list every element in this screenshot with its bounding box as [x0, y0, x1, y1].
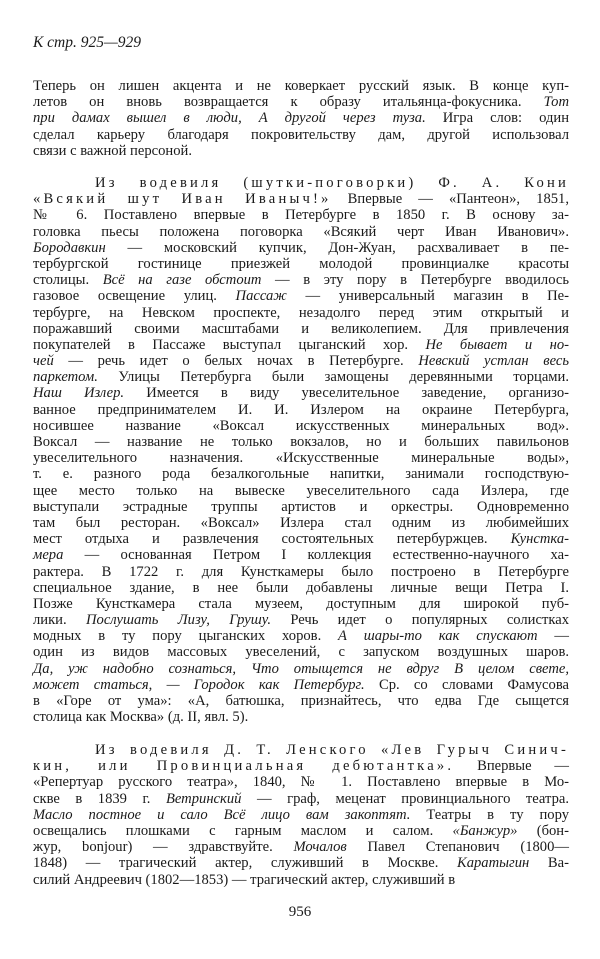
body-text: Теперь он лишен акцента и не коверкает русский язык. В конце куп- [33, 78, 569, 94]
body-text: скве в 1839 г. [33, 790, 166, 807]
body-text: рактера. В 1722 г. для Кунсткамеры было построено в Петербурге [33, 563, 569, 580]
italic-quote-text: Всё на газе обстоит [102, 272, 262, 289]
body-text: газовое освещение улиц. [33, 288, 236, 305]
spaced-title-text: «Всякий шут Иван Иваныч!» [33, 191, 332, 208]
italic-quote-text: Не бывает и но- [425, 336, 569, 353]
text-line [33, 175, 569, 191]
italic-quote-text: может статься, — Городок как Петербург. [33, 676, 365, 693]
body-text: Впервые — «Пантеон», 1851, [331, 191, 570, 208]
paragraph-koni-vaudeville [33, 175, 569, 725]
body-text: — универсальный магазин в Пе- [286, 288, 569, 305]
text-line [33, 353, 569, 369]
text-line [33, 483, 569, 499]
body-text: освещались плошками с гарным маслом и салом. [33, 822, 453, 839]
body-text: щее место только на вывеске увеселительного сада Излера, где [33, 482, 569, 499]
body-text: Впервые — [454, 758, 570, 775]
text-line [33, 872, 569, 888]
body-text: лики. [33, 612, 86, 629]
body-text: столицы. [33, 272, 103, 289]
italic-quote-text: Ветринский [165, 790, 242, 807]
text-line [33, 515, 569, 531]
text-line [33, 580, 569, 596]
body-text: мест отдыха и развлечения состоятельных петербуржцев. [33, 531, 511, 548]
body-text: связи с важной персоной. [33, 142, 192, 159]
text-line [33, 78, 569, 94]
italic-quote-text: «Банжур» [452, 822, 518, 839]
text-line [33, 207, 569, 223]
body-text: покупателей в Пассаже выступал цыганский хор. [33, 336, 426, 353]
text-line [33, 499, 569, 515]
body-text: жур, bonjour) — здравствуйте. [33, 839, 294, 856]
text-line [33, 305, 569, 321]
text-line [33, 693, 569, 709]
text-line [33, 450, 569, 466]
spaced-title-text: Из водевиля (шутки-поговорки) Ф. А. Кони [95, 175, 569, 191]
text-line [33, 272, 569, 288]
body-text: там был ресторан. «Воксал» Излера стал одним из любимейших [33, 514, 569, 531]
text-line [33, 434, 569, 450]
text-line [33, 661, 569, 677]
text-line [33, 612, 569, 628]
body-text: тербурге, на Невском проспекте, незадолго перед этим открытый и [33, 304, 569, 321]
body-text: — [537, 628, 569, 645]
body-text: выступали эстрадные труппы артистов и оркестры. Одновременно [33, 498, 569, 515]
text-line [33, 288, 569, 304]
text-line [33, 677, 569, 693]
italic-quote-text: Мочалов [293, 839, 347, 856]
body-text: Улицы Петербурга были замощены деревянными торцами. [97, 369, 569, 386]
body-text: — граф, меценат провинциального театра. [241, 790, 570, 807]
body-text: — в эту пору в Петербурге вводилось [261, 272, 569, 289]
body-text: Имеется в виду увеселительное заведение, организо- [124, 385, 569, 402]
body-text: сделал карьеру благодаря покровительству дам, другой использовал [33, 126, 569, 143]
spaced-title-text: кин, или Провинциальная дебютантка». [33, 758, 455, 775]
italic-quote-text: Масло постное и сало Всё лицо вам закоптят. [33, 806, 411, 823]
text-line [33, 742, 569, 758]
paragraph-lensky-vaudeville [33, 742, 569, 888]
text-line [33, 531, 569, 547]
italic-quote-text: Кунстка- [510, 531, 569, 548]
body-text: головка пьесы положена поговорка «Всякий черт Иван Иванович». [33, 223, 569, 240]
body-text: поражавший своими масштабами и великолепием. Для привлечения [33, 320, 569, 337]
text-line [33, 337, 569, 353]
body-text: Театры в ту пору [410, 806, 569, 823]
text-line [33, 110, 569, 126]
body-text: в «Горе от ума»: «А, батюшка, признайтесь, что едва Где сыщется [33, 693, 569, 709]
body-text: тербургской гостинице приезжей молодой провинциалке красоты [33, 255, 569, 272]
body-text: увеселительного назначения. «Искусственные минеральные воды», [33, 450, 569, 467]
text-line [33, 191, 569, 207]
italic-quote-text: Послушать Лизу, Грушу. [85, 612, 271, 629]
body-text: один из видов массовых увеселений, с запуском воздушных шаров. [33, 644, 569, 661]
italic-quote-text: Тот [543, 94, 569, 111]
body-text: 1848) — трагический актер, служивший в Москве. [33, 855, 458, 872]
page-number: 956 [288, 904, 312, 920]
text-line [33, 807, 569, 823]
text-line [33, 644, 569, 660]
text-line [33, 369, 569, 385]
text-line [33, 774, 569, 790]
text-line [33, 547, 569, 563]
paragraph-intro-continuation [33, 78, 569, 159]
body-text: Речь идет о популярных солистках [270, 612, 569, 629]
text-line [33, 418, 569, 434]
italic-quote-text: А шары-то как спускают [338, 628, 538, 645]
body-text: силий Андреевич (1802—1853) — трагический актер, служивший в [33, 871, 456, 888]
text-line [33, 791, 569, 807]
body-text: Воксал — название не только вокзалов, но и больших павильонов [33, 434, 569, 450]
body-text: — основанная Петром I коллекция естественно-научного ха- [63, 547, 569, 564]
italic-quote-text: Пассаж [235, 288, 287, 305]
text-line [33, 321, 569, 337]
italic-quote-text: при дамах вышел в люди, А другой через туза. [33, 110, 426, 127]
page-header: К стр. 925—929 [33, 34, 142, 51]
italic-quote-text: паркетом. [33, 369, 98, 386]
text-line [33, 143, 569, 159]
text-line [33, 94, 569, 110]
text-line [33, 758, 569, 774]
body-text: Игра слов: один [425, 110, 570, 127]
body-text: модных в ту пору цыганских хоров. [33, 628, 339, 645]
italic-quote-text: чей [33, 353, 54, 370]
body-text: — московский купчик, Дон-Жуан, расхваливает в пе- [105, 239, 569, 256]
italic-quote-text: Каратыгин [457, 855, 530, 872]
text-line [33, 839, 569, 855]
text-line [33, 256, 569, 272]
text-line [33, 855, 569, 871]
text-line [33, 466, 569, 482]
body-text: т. е. разного рода безалкогольные напитки, занимали господствую- [33, 466, 569, 483]
text-line [33, 240, 569, 256]
text-line [33, 596, 569, 612]
text-line [33, 385, 569, 401]
text-line [33, 402, 569, 418]
body-text: — речь идет о белых ночах в Петербурге. [53, 353, 419, 370]
italic-quote-text: Бородавкин [33, 239, 106, 256]
body-text: столица как Москва» (д. II, явл. 5). [33, 709, 249, 726]
italic-quote-text: мера [33, 547, 64, 564]
body-text: «Репертуар русского театра», 1840, № 1. Поставлено впервые в Мо- [33, 774, 569, 791]
spaced-title-text: Из водевиля Д. Т. Ленского «Лев Гурыч Синич- [95, 742, 569, 758]
body-text: Позже Кунсткамера стала музеем, доступным для широкой пуб- [33, 595, 569, 612]
text-line [33, 224, 569, 240]
body-text: Павел Степанович (1800— [346, 839, 569, 856]
text-line [33, 564, 569, 580]
body-text: № 6. Поставлено впервые в Петербурге в 1850 г. В основу за- [33, 207, 569, 224]
body-text: Ва- [529, 855, 569, 872]
text-line [33, 127, 569, 143]
italic-quote-text: Наш Излер. [33, 385, 125, 402]
body-text: (бон- [517, 822, 569, 839]
text-line [33, 709, 569, 725]
body-text: Ср. со словами Фамусова [364, 676, 569, 693]
body-text: ванное предпринимателем И. И. Излером на окраине Петербурга, [33, 401, 569, 418]
italic-quote-text: Невский устлан весь [418, 353, 569, 370]
text-line [33, 628, 569, 644]
body-text: летов он вновь возвращается к образу итальянца-фокусника. [33, 94, 544, 111]
text-line [33, 823, 569, 839]
italic-quote-text: Да, уж надобно сознаться, Что отыщется не вдруг В целом свете, [33, 660, 569, 677]
body-text: специальное здание, в нее были добавлены личные вещи Петра I. [33, 579, 569, 596]
body-text: носившее название «Воксал искусственных минеральных вод». [33, 417, 569, 434]
